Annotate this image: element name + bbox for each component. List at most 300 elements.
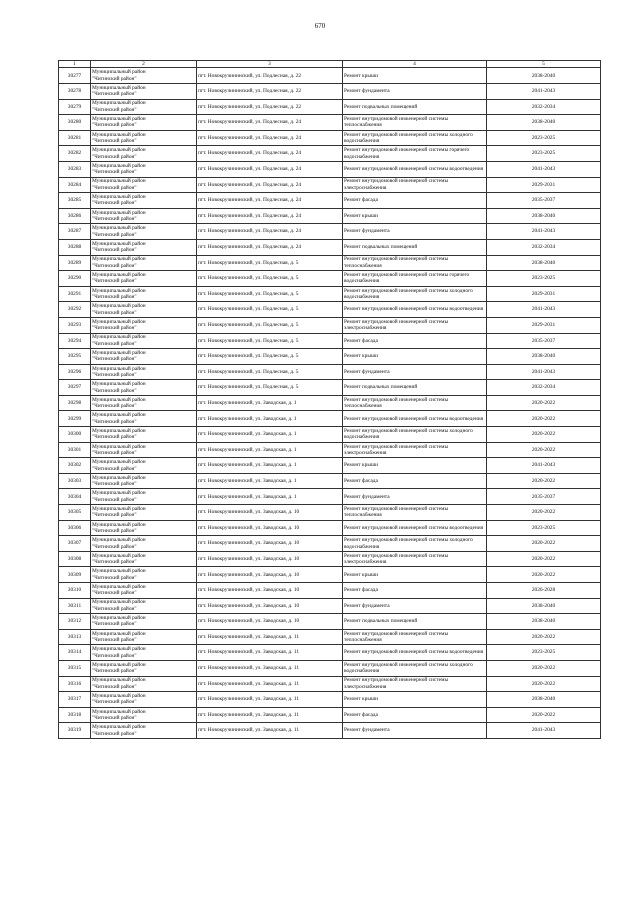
work-type-cell: Ремонт фундамента bbox=[343, 723, 487, 739]
work-type-cell: Ремонт внутридомовой инженерной системы холодного водоснабжения bbox=[343, 660, 487, 676]
work-type-cell: Ремонт внутридомовой инженерной системы водоотведения bbox=[343, 520, 487, 536]
district-line: Муниципальный район bbox=[92, 147, 146, 154]
table-row bbox=[59, 583, 601, 599]
district-cell bbox=[91, 598, 197, 614]
district-line: Муниципальный район bbox=[92, 583, 146, 590]
period-cell: 2038-2040 bbox=[487, 208, 601, 224]
address-cell: пгт. Новокручининский, ул. Подлесная, д. 24 bbox=[197, 239, 343, 255]
table-row bbox=[59, 692, 601, 708]
table-row bbox=[59, 193, 601, 209]
table-row bbox=[59, 645, 601, 661]
table-row bbox=[59, 115, 601, 131]
address-cell: пгт. Новокручининский, ул. Заводская, д. 1 bbox=[197, 427, 343, 443]
table-row bbox=[59, 84, 601, 100]
district-line: "Читинский район" bbox=[92, 403, 137, 410]
period-cell: 2020-2022 bbox=[487, 567, 601, 583]
table-row bbox=[59, 380, 601, 396]
district-line: Муниципальный район bbox=[92, 630, 146, 637]
district-line: "Читинский район" bbox=[92, 91, 137, 98]
district-cell bbox=[91, 567, 197, 583]
row-number-cell: 30289 bbox=[59, 255, 91, 271]
district-line: "Читинский район" bbox=[92, 434, 137, 441]
district-cell bbox=[91, 380, 197, 396]
row-number-cell: 30294 bbox=[59, 333, 91, 349]
district-line: Муниципальный район bbox=[92, 521, 146, 528]
work-type-cell: Ремонт подвальных помещений bbox=[343, 614, 487, 630]
address-cell: пгт. Новокручининский, ул. Заводская, д. 10 bbox=[197, 598, 343, 614]
work-type-cell: Ремонт подвальных помещений bbox=[343, 99, 487, 115]
district-cell bbox=[91, 193, 197, 209]
address-cell: пгт. Новокручининский, ул. Подлесная, д. 5 bbox=[197, 364, 343, 380]
address-cell: пгт. Новокручининский, ул. Заводская, д. 10 bbox=[197, 614, 343, 630]
address-cell: пгт. Новокручининский, ул. Заводская, д. 1 bbox=[197, 489, 343, 505]
row-number-cell: 30285 bbox=[59, 193, 91, 209]
table-body bbox=[59, 68, 601, 739]
district-cell bbox=[91, 286, 197, 302]
row-number-cell: 30317 bbox=[59, 692, 91, 708]
work-type-cell: Ремонт внутридомовой инженерной системы холодного водоснабжения bbox=[343, 536, 487, 552]
row-number-cell: 30315 bbox=[59, 660, 91, 676]
repair-schedule-table bbox=[58, 60, 601, 739]
table-row bbox=[59, 614, 601, 630]
table-row bbox=[59, 629, 601, 645]
period-cell: 2020-2022 bbox=[487, 505, 601, 521]
row-number-cell: 30281 bbox=[59, 130, 91, 146]
work-type-cell: Ремонт фасада bbox=[343, 473, 487, 489]
row-number-cell: 30305 bbox=[59, 505, 91, 521]
period-cell: 2020-2022 bbox=[487, 411, 601, 427]
row-number-cell: 30318 bbox=[59, 707, 91, 723]
district-cell bbox=[91, 364, 197, 380]
period-cell: 2020-2022 bbox=[487, 473, 601, 489]
table-row bbox=[59, 473, 601, 489]
table-row bbox=[59, 536, 601, 552]
work-type-cell: Ремонт фундамента bbox=[343, 489, 487, 505]
row-number-cell: 30299 bbox=[59, 411, 91, 427]
district-line: "Читинский район" bbox=[92, 216, 137, 223]
address-cell: пгт. Новокручининский, ул. Подлесная, д. 5 bbox=[197, 286, 343, 302]
district-cell bbox=[91, 427, 197, 443]
work-type-cell: Ремонт фундамента bbox=[343, 364, 487, 380]
work-type-cell: Ремонт внутридомовой инженерной системы теплоснабжения bbox=[343, 629, 487, 645]
district-line: Муниципальный район bbox=[92, 459, 146, 466]
row-number-cell: 30291 bbox=[59, 286, 91, 302]
district-cell bbox=[91, 660, 197, 676]
table-row bbox=[59, 68, 601, 84]
address-cell: пгт. Новокручининский, ул. Подлесная, д. 5 bbox=[197, 302, 343, 318]
period-cell: 2020-2022 bbox=[487, 707, 601, 723]
district-line: Муниципальный район bbox=[92, 240, 146, 247]
period-cell: 2023-2025 bbox=[487, 146, 601, 162]
work-type-cell: Ремонт фундамента bbox=[343, 598, 487, 614]
period-cell: 2023-2025 bbox=[487, 271, 601, 287]
period-cell: 2032-2034 bbox=[487, 239, 601, 255]
district-line: "Читинский район" bbox=[92, 543, 137, 550]
period-cell: 2038-2040 bbox=[487, 115, 601, 131]
period-cell: 2032-2034 bbox=[487, 380, 601, 396]
work-type-cell: Ремонт внутридомовой инженерной системы электроснабжения bbox=[343, 442, 487, 458]
row-number-cell: 30278 bbox=[59, 84, 91, 100]
table-row bbox=[59, 723, 601, 739]
row-number-cell: 30304 bbox=[59, 489, 91, 505]
work-type-cell: Ремонт крыши bbox=[343, 349, 487, 365]
address-cell: пгт. Новокручининский, ул. Подлесная, д. 24 bbox=[197, 161, 343, 177]
district-line: "Читинский район" bbox=[92, 465, 137, 472]
district-line: Муниципальный район bbox=[92, 318, 146, 325]
district-cell bbox=[91, 707, 197, 723]
district-line: "Читинский район" bbox=[92, 496, 137, 503]
table-row bbox=[59, 551, 601, 567]
row-number-cell: 30286 bbox=[59, 208, 91, 224]
address-cell: пгт. Новокручининский, ул. Подлесная, д. 5 bbox=[197, 317, 343, 333]
period-cell: 2038-2040 bbox=[487, 68, 601, 84]
address-cell: пгт. Новокручининский, ул. Заводская, д. 11 bbox=[197, 660, 343, 676]
row-number-cell: 30319 bbox=[59, 723, 91, 739]
table-row bbox=[59, 489, 601, 505]
district-line: "Читинский район" bbox=[92, 637, 137, 644]
row-number-cell: 30284 bbox=[59, 177, 91, 193]
district-line: "Читинский район" bbox=[92, 138, 137, 145]
period-cell: 2041-2043 bbox=[487, 723, 601, 739]
district-cell bbox=[91, 583, 197, 599]
period-cell: 2020-2022 bbox=[487, 676, 601, 692]
period-cell: 2041-2043 bbox=[487, 84, 601, 100]
table-row bbox=[59, 286, 601, 302]
period-cell: 2029-2031 bbox=[487, 177, 601, 193]
table-row bbox=[59, 442, 601, 458]
district-line: "Читинский район" bbox=[92, 184, 137, 191]
district-cell bbox=[91, 723, 197, 739]
row-number-cell: 30311 bbox=[59, 598, 91, 614]
row-number-cell: 30296 bbox=[59, 364, 91, 380]
work-type-cell: Ремонт внутридомовой инженерной системы электроснабжения bbox=[343, 317, 487, 333]
district-cell bbox=[91, 458, 197, 474]
table-row bbox=[59, 99, 601, 115]
period-cell: 2020-2022 bbox=[487, 629, 601, 645]
period-cell: 2020-2022 bbox=[487, 660, 601, 676]
period-cell: 2020-2022 bbox=[487, 395, 601, 411]
work-type-cell: Ремонт внутридомовой инженерной системы горячего водоснабжения bbox=[343, 146, 487, 162]
row-number-cell: 30288 bbox=[59, 239, 91, 255]
table-row bbox=[59, 255, 601, 271]
district-line: Муниципальный район bbox=[92, 474, 146, 481]
work-type-cell: Ремонт фундамента bbox=[343, 84, 487, 100]
table-row bbox=[59, 505, 601, 521]
district-line: Муниципальный район bbox=[92, 178, 146, 185]
district-line: "Читинский район" bbox=[92, 512, 137, 519]
district-line: "Читинский район" bbox=[92, 652, 137, 659]
district-cell bbox=[91, 130, 197, 146]
address-cell: пгт. Новокручининский, ул. Заводская, д. 10 bbox=[197, 536, 343, 552]
district-line: Муниципальный район bbox=[92, 693, 146, 700]
district-line: Муниципальный район bbox=[92, 287, 146, 294]
address-cell: пгт. Новокручининский, ул. Заводская, д. 1 bbox=[197, 411, 343, 427]
district-cell bbox=[91, 68, 197, 84]
district-line: "Читинский район" bbox=[92, 387, 137, 394]
district-cell bbox=[91, 692, 197, 708]
district-line: "Читинский район" bbox=[92, 200, 137, 207]
period-cell: 2023-2025 bbox=[487, 520, 601, 536]
work-type-cell: Ремонт фасада bbox=[343, 583, 487, 599]
district-line: "Читинский район" bbox=[92, 122, 137, 129]
district-line: "Читинский район" bbox=[92, 340, 137, 347]
address-cell: пгт. Новокручининский, ул. Подлесная, д. 5 bbox=[197, 380, 343, 396]
district-cell bbox=[91, 349, 197, 365]
row-number-cell: 30282 bbox=[59, 146, 91, 162]
district-cell bbox=[91, 161, 197, 177]
address-cell: пгт. Новокручининский, ул. Заводская, д. 10 bbox=[197, 551, 343, 567]
district-cell bbox=[91, 489, 197, 505]
period-cell: 2020-2022 bbox=[487, 536, 601, 552]
address-cell: пгт. Новокручининский, ул. Заводская, д. 1 bbox=[197, 395, 343, 411]
district-line: Муниципальный район bbox=[92, 568, 146, 575]
district-line: "Читинский район" bbox=[92, 668, 137, 675]
district-line: "Читинский район" bbox=[92, 621, 137, 628]
district-line: "Читинский район" bbox=[92, 153, 137, 160]
table-row bbox=[59, 239, 601, 255]
district-cell bbox=[91, 208, 197, 224]
district-line: Муниципальный район bbox=[92, 396, 146, 403]
row-number-cell: 30298 bbox=[59, 395, 91, 411]
district-line: "Читинский район" bbox=[92, 683, 137, 690]
period-cell: 2038-2040 bbox=[487, 692, 601, 708]
column-header-5: 5 bbox=[487, 61, 601, 68]
address-cell: пгт. Новокручининский, ул. Подлесная, д. 22 bbox=[197, 99, 343, 115]
district-line: Муниципальный район bbox=[92, 537, 146, 544]
table-row bbox=[59, 598, 601, 614]
district-cell bbox=[91, 317, 197, 333]
address-cell: пгт. Новокручининский, ул. Подлесная, д. 5 bbox=[197, 271, 343, 287]
row-number-cell: 30312 bbox=[59, 614, 91, 630]
row-number-cell: 30277 bbox=[59, 68, 91, 84]
district-line: Муниципальный район bbox=[92, 552, 146, 559]
district-line: "Читинский район" bbox=[92, 169, 137, 176]
district-cell bbox=[91, 99, 197, 115]
work-type-cell: Ремонт крыши bbox=[343, 68, 487, 84]
table-row bbox=[59, 302, 601, 318]
work-type-cell: Ремонт внутридомовой инженерной системы электроснабжения bbox=[343, 676, 487, 692]
district-line: "Читинский район" bbox=[92, 699, 137, 706]
address-cell: пгт. Новокручининский, ул. Подлесная, д. 24 bbox=[197, 146, 343, 162]
district-cell bbox=[91, 676, 197, 692]
district-line: Муниципальный район bbox=[92, 69, 146, 76]
address-cell: пгт. Новокручининский, ул. Заводская, д. 1 bbox=[197, 458, 343, 474]
district-cell bbox=[91, 520, 197, 536]
district-cell bbox=[91, 395, 197, 411]
district-cell bbox=[91, 536, 197, 552]
table-row bbox=[59, 567, 601, 583]
district-line: "Читинский район" bbox=[92, 449, 137, 456]
page-number: 670 bbox=[314, 22, 326, 30]
work-type-cell: Ремонт внутридомовой инженерной системы водоотведения bbox=[343, 645, 487, 661]
district-line: "Читинский район" bbox=[92, 325, 137, 332]
work-type-cell: Ремонт внутридомовой инженерной системы водоотведения bbox=[343, 302, 487, 318]
work-type-cell: Ремонт подвальных помещений bbox=[343, 239, 487, 255]
table-row bbox=[59, 395, 601, 411]
period-cell: 2020-2022 bbox=[487, 551, 601, 567]
work-type-cell: Ремонт внутридомовой инженерной системы теплоснабжения bbox=[343, 255, 487, 271]
district-line: Муниципальный район bbox=[92, 303, 146, 310]
table-row bbox=[59, 161, 601, 177]
row-number-cell: 30316 bbox=[59, 676, 91, 692]
table-row bbox=[59, 660, 601, 676]
address-cell: пгт. Новокручининский, ул. Заводская, д. 10 bbox=[197, 505, 343, 521]
row-number-cell: 30279 bbox=[59, 99, 91, 115]
period-cell: 2035-2037 bbox=[487, 193, 601, 209]
district-line: Муниципальный район bbox=[92, 381, 146, 388]
district-line: Муниципальный район bbox=[92, 708, 146, 715]
table-row bbox=[59, 676, 601, 692]
table-row bbox=[59, 427, 601, 443]
district-line: "Читинский район" bbox=[92, 730, 137, 737]
district-line: Муниципальный район bbox=[92, 100, 146, 107]
work-type-cell: Ремонт внутридомовой инженерной системы теплоснабжения bbox=[343, 505, 487, 521]
work-type-cell: Ремонт внутридомовой инженерной системы теплоснабжения bbox=[343, 115, 487, 131]
period-cell: 2041-2043 bbox=[487, 302, 601, 318]
district-line: Муниципальный район bbox=[92, 162, 146, 169]
table-row bbox=[59, 177, 601, 193]
district-line: Муниципальный район bbox=[92, 505, 146, 512]
district-line: Муниципальный район bbox=[92, 131, 146, 138]
row-number-cell: 30307 bbox=[59, 536, 91, 552]
address-cell: пгт. Новокручининский, ул. Подлесная, д. 5 bbox=[197, 349, 343, 365]
period-cell: 2032-2034 bbox=[487, 99, 601, 115]
district-cell bbox=[91, 645, 197, 661]
district-line: "Читинский район" bbox=[92, 262, 137, 269]
district-cell bbox=[91, 614, 197, 630]
district-line: Муниципальный район bbox=[92, 84, 146, 91]
district-cell bbox=[91, 224, 197, 240]
district-cell bbox=[91, 177, 197, 193]
work-type-cell: Ремонт внутридомовой инженерной системы холодного водоснабжения bbox=[343, 130, 487, 146]
district-line: Муниципальный район bbox=[92, 194, 146, 201]
district-line: "Читинский район" bbox=[92, 574, 137, 581]
address-cell: пгт. Новокручининский, ул. Подлесная, д. 24 bbox=[197, 224, 343, 240]
period-cell: 2029-2031 bbox=[487, 317, 601, 333]
table-header-row bbox=[59, 61, 601, 68]
table-row bbox=[59, 707, 601, 723]
district-line: "Читинский район" bbox=[92, 371, 137, 378]
work-type-cell: Ремонт внутридомовой инженерной системы горячего водоснабжения bbox=[343, 271, 487, 287]
work-type-cell: Ремонт внутридомовой инженерной системы холодного водоснабжения bbox=[343, 286, 487, 302]
work-type-cell: Ремонт внутридомовой инженерной системы водоотведения bbox=[343, 161, 487, 177]
work-type-cell: Ремонт внутридомовой инженерной системы водоотведения bbox=[343, 411, 487, 427]
period-cell: 2020-2022 bbox=[487, 442, 601, 458]
address-cell: пгт. Новокручининский, ул. Подлесная, д. 24 bbox=[197, 208, 343, 224]
table-row bbox=[59, 458, 601, 474]
table-row bbox=[59, 317, 601, 333]
district-cell bbox=[91, 115, 197, 131]
district-cell bbox=[91, 271, 197, 287]
address-cell: пгт. Новокручининский, ул. Заводская, д. 11 bbox=[197, 676, 343, 692]
column-header-1: 1 bbox=[59, 61, 91, 68]
row-number-cell: 30309 bbox=[59, 567, 91, 583]
district-line: "Читинский район" bbox=[92, 590, 137, 597]
table-row bbox=[59, 224, 601, 240]
district-line: "Читинский район" bbox=[92, 559, 137, 566]
district-line: Муниципальный район bbox=[92, 646, 146, 653]
district-line: "Читинский район" bbox=[92, 605, 137, 612]
district-line: Муниципальный район bbox=[92, 661, 146, 668]
district-cell bbox=[91, 239, 197, 255]
row-number-cell: 30313 bbox=[59, 629, 91, 645]
address-cell: пгт. Новокручининский, ул. Подлесная, д. 24 bbox=[197, 177, 343, 193]
work-type-cell: Ремонт крыши bbox=[343, 567, 487, 583]
period-cell: 2035-2037 bbox=[487, 489, 601, 505]
district-line: Муниципальный район bbox=[92, 677, 146, 684]
address-cell: пгт. Новокручининский, ул. Подлесная, д. 5 bbox=[197, 255, 343, 271]
district-line: "Читинский район" bbox=[92, 278, 137, 285]
row-number-cell: 30287 bbox=[59, 224, 91, 240]
address-cell: пгт. Новокручининский, ул. Заводская, д. 11 bbox=[197, 723, 343, 739]
district-line: "Читинский район" bbox=[92, 715, 137, 722]
address-cell: пгт. Новокручининский, ул. Подлесная, д. 24 bbox=[197, 115, 343, 131]
work-type-cell: Ремонт подвальных помещений bbox=[343, 380, 487, 396]
table-row bbox=[59, 146, 601, 162]
district-cell bbox=[91, 255, 197, 271]
work-type-cell: Ремонт крыши bbox=[343, 208, 487, 224]
row-number-cell: 30297 bbox=[59, 380, 91, 396]
table-row bbox=[59, 364, 601, 380]
address-cell: пгт. Новокручининский, ул. Подлесная, д. 22 bbox=[197, 68, 343, 84]
address-cell: пгт. Новокручининский, ул. Заводская, д. 11 bbox=[197, 645, 343, 661]
period-cell: 2035-2037 bbox=[487, 333, 601, 349]
district-cell bbox=[91, 302, 197, 318]
district-line: "Читинский район" bbox=[92, 418, 137, 425]
row-number-cell: 30306 bbox=[59, 520, 91, 536]
district-line: Муниципальный район bbox=[92, 490, 146, 497]
table-row bbox=[59, 333, 601, 349]
address-cell: пгт. Новокручининский, ул. Подлесная, д. 24 bbox=[197, 130, 343, 146]
table-row bbox=[59, 520, 601, 536]
row-number-cell: 30300 bbox=[59, 427, 91, 443]
table-row bbox=[59, 349, 601, 365]
table-row bbox=[59, 271, 601, 287]
period-cell: 2041-2043 bbox=[487, 364, 601, 380]
row-number-cell: 30301 bbox=[59, 442, 91, 458]
district-cell bbox=[91, 505, 197, 521]
period-cell: 2038-2040 bbox=[487, 614, 601, 630]
address-cell: пгт. Новокручининский, ул. Заводская, д. 11 bbox=[197, 692, 343, 708]
row-number-cell: 30293 bbox=[59, 317, 91, 333]
period-cell: 2041-2043 bbox=[487, 161, 601, 177]
district-line: Муниципальный район bbox=[92, 365, 146, 372]
district-line: Муниципальный район bbox=[92, 599, 146, 606]
district-line: "Читинский район" bbox=[92, 356, 137, 363]
address-cell: пгт. Новокручининский, ул. Заводская, д. 1 bbox=[197, 442, 343, 458]
address-cell: пгт. Новокручининский, ул. Заводская, д. 10 bbox=[197, 520, 343, 536]
period-cell: 2041-2043 bbox=[487, 224, 601, 240]
period-cell: 2023-2025 bbox=[487, 645, 601, 661]
district-line: "Читинский район" bbox=[92, 481, 137, 488]
district-line: Муниципальный район bbox=[92, 615, 146, 622]
address-cell: пгт. Новокручининский, ул. Заводская, д. 1 bbox=[197, 473, 343, 489]
district-line: Муниципальный район bbox=[92, 427, 146, 434]
district-line: Муниципальный район bbox=[92, 116, 146, 123]
work-type-cell: Ремонт фасада bbox=[343, 333, 487, 349]
work-type-cell: Ремонт фундамента bbox=[343, 224, 487, 240]
period-cell: 2038-2040 bbox=[487, 255, 601, 271]
district-line: "Читинский район" bbox=[92, 294, 137, 301]
district-cell bbox=[91, 333, 197, 349]
address-cell: пгт. Новокручининский, ул. Заводская, д. 11 bbox=[197, 629, 343, 645]
district-cell bbox=[91, 473, 197, 489]
address-cell: пгт. Новокручининский, ул. Заводская, д. 11 bbox=[197, 707, 343, 723]
work-type-cell: Ремонт фасада bbox=[343, 193, 487, 209]
district-cell bbox=[91, 146, 197, 162]
work-type-cell: Ремонт внутридомовой инженерной системы холодного водоснабжения bbox=[343, 427, 487, 443]
period-cell: 2041-2043 bbox=[487, 458, 601, 474]
